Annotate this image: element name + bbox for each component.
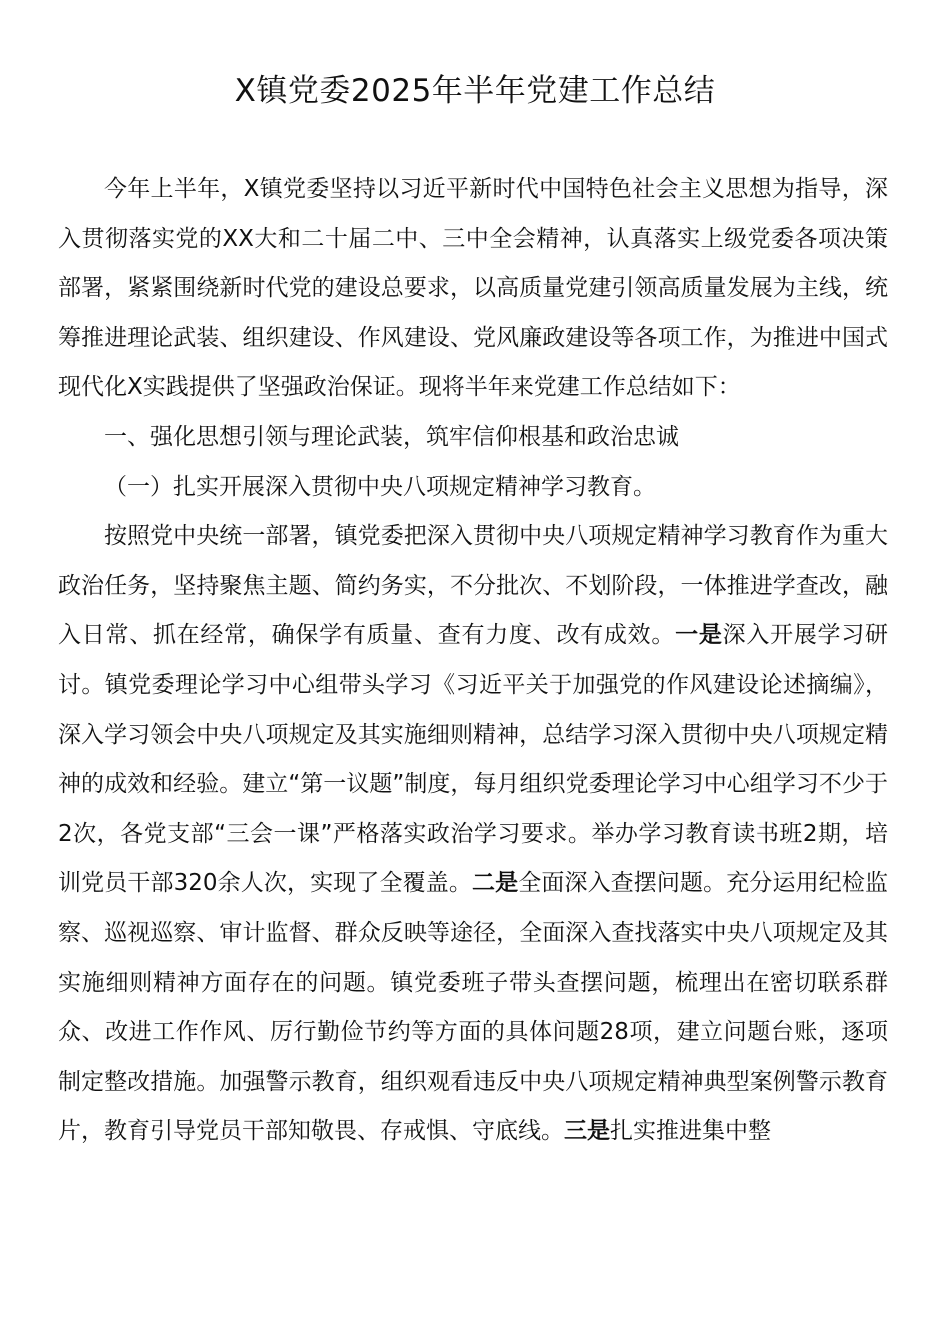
paragraph-lead: 按照党中央统一部署，镇党委把深入贯彻中央八项规定精神学习教育作为重大政治任务，坚持聚焦主题、简约务实，不分批次、不划阶段，一体推进学查改，融入日常、抓在经常，确保学有质量、查有力度、改有成效。: [58, 523, 888, 649]
document-body: [58, 165, 888, 1157]
point-marker-2: 二是: [471, 870, 519, 897]
point-text-2: 全面深入查摆问题。充分运用纪检监察、巡视巡察、审计监督、群众反映等途径，全面深入查找落实中央八项规定及其实施细则精神方面存在的问题。镇党委班子带头查摆问题，梳理出在密切联系群众、改进工作作风、厉行勤俭节约等方面的具体问题28项，建立问题台账，逐项制定整改措施。加强警示教育，组织观看违反中央八项规定精神典型案例警示教育片，教育引导党员干部知敬畏、存戒惧、守底线。: [58, 870, 889, 1145]
document-title: X镇党委2025年半年党建工作总结: [234, 73, 716, 109]
intro-paragraph: 今年上半年，X镇党委坚持以习近平新时代中国特色社会主义思想为指导，深入贯彻落实党的XX大和二十届二中、三中全会精神，认真落实上级党委各项决策部署，紧紧围绕新时代党的建设总要求，以高质量党建引领高质量发展为主线，统筹推进理论武装、组织建设、作风建设、党风廉政建设等各项工作，为推进中国式现代化X实践提供了坚强政治保证。现将半年来党建工作总结如下：: [58, 176, 888, 401]
point-marker-1: 一是: [675, 622, 723, 649]
section-heading-1: 一、强化思想引领与理论武装，筑牢信仰根基和政治忠诚: [104, 423, 679, 450]
body-paragraph-1: [58, 512, 888, 1157]
point-marker-3: 三是: [564, 1118, 610, 1145]
point-text-3: 扎实推进集中整: [610, 1118, 771, 1145]
point-text-1: 深入开展学习研讨。镇党委理论学习中心组带头学习《习近平关于加强党的作风建设论述摘编》，深入学习领会中央八项规定及其实施细则精神，总结学习深入贯彻中央八项规定精神的成效和经验。建立“第一议题”制度，每月组织党委理论学习中心组学习不少于2次，各党支部“三会一课”严格落实政治学习要求。举办学习教育读书班2期，培训党员干部320余人次，实现了全覆盖。: [58, 622, 889, 897]
subsection-heading-1: （一）扎实开展深入贯彻中央八项规定精神学习教育。: [104, 473, 656, 500]
